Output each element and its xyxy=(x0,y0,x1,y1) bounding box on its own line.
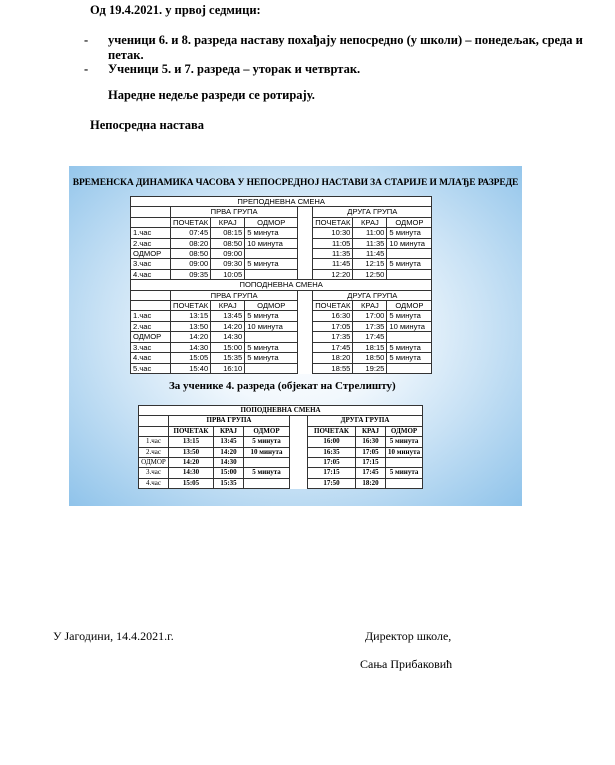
group-header: ДРУГА ГРУПА xyxy=(313,290,432,300)
end-time: 10:05 xyxy=(211,269,245,279)
break-duration: 5 минута xyxy=(387,353,432,363)
start-time: 15:05 xyxy=(171,353,211,363)
break-duration: 5 минута xyxy=(386,468,423,478)
break-duration: 5 минута xyxy=(387,228,432,238)
column-header: ОДМОР xyxy=(387,217,432,227)
start-time: 11:35 xyxy=(313,249,353,259)
table-row xyxy=(131,332,432,342)
break-duration xyxy=(245,269,298,279)
end-time: 18:15 xyxy=(353,342,387,352)
spacer-cell xyxy=(290,468,308,478)
start-time: 18:20 xyxy=(313,353,353,363)
column-header: ОДМОР xyxy=(245,217,298,227)
panel-subtitle: За ученике 4. разреда (објекат на Стрелишту) xyxy=(169,380,396,392)
end-time: 11:00 xyxy=(353,228,387,238)
spacer-cell xyxy=(298,363,313,373)
start-time: 14:30 xyxy=(169,468,214,478)
end-time: 17:35 xyxy=(353,321,387,331)
start-time: 14:20 xyxy=(169,458,214,468)
start-time: 16:00 xyxy=(308,437,356,447)
row-label: 4.час xyxy=(139,478,169,488)
start-time: 13:15 xyxy=(171,311,211,321)
table-row xyxy=(139,478,423,488)
bullet-list xyxy=(84,33,584,77)
break-duration: 10 минута xyxy=(387,238,432,248)
start-time: 17:35 xyxy=(313,332,353,342)
end-time: 17:00 xyxy=(353,311,387,321)
start-time: 17:05 xyxy=(308,458,356,468)
group-header: ПРВА ГРУПА xyxy=(171,207,298,217)
end-time: 16:30 xyxy=(356,437,386,447)
table-row xyxy=(131,353,432,363)
bullet-item xyxy=(84,33,584,62)
place-date: У Јагодини, 14.4.2021.г. xyxy=(53,629,174,643)
break-duration: 5 минута xyxy=(386,437,423,447)
row-label: 2.час xyxy=(131,238,171,248)
shift-title: ПОПОДНЕВНА СМЕНА xyxy=(131,280,432,290)
start-time: 09:00 xyxy=(171,259,211,269)
spacer-cell xyxy=(298,249,313,259)
end-time: 13:45 xyxy=(211,311,245,321)
end-time: 13:45 xyxy=(214,437,244,447)
column-header: ОДМОР xyxy=(244,426,290,436)
end-time: 09:30 xyxy=(211,259,245,269)
column-header: КРАЈ xyxy=(356,426,386,436)
table-row xyxy=(131,321,432,331)
group-header: ДРУГА ГРУПА xyxy=(313,207,432,217)
row-label: 1.час xyxy=(131,311,171,321)
break-duration xyxy=(245,363,298,373)
afternoon-rows xyxy=(131,311,432,373)
break-duration xyxy=(386,458,423,468)
start-time: 16:30 xyxy=(313,311,353,321)
break-duration: 10 минута xyxy=(245,238,298,248)
end-time: 14:20 xyxy=(214,447,244,457)
row-label: 3.час xyxy=(131,259,171,269)
row-label: 2.час xyxy=(139,447,169,457)
end-time: 14:30 xyxy=(214,458,244,468)
end-time: 15:00 xyxy=(211,342,245,352)
start-time: 10:30 xyxy=(313,228,353,238)
end-time: 09:00 xyxy=(211,249,245,259)
spacer-cell xyxy=(298,321,313,331)
spacer-cell xyxy=(298,259,313,269)
start-time: 16:35 xyxy=(308,447,356,457)
schedule-table-grade4 xyxy=(138,405,423,489)
end-time: 15:35 xyxy=(214,478,244,488)
group-header: ПРВА ГРУПА xyxy=(169,416,290,426)
start-time: 15:05 xyxy=(169,478,214,488)
break-duration xyxy=(387,249,432,259)
end-time: 17:45 xyxy=(353,332,387,342)
break-duration xyxy=(244,478,290,488)
table-row xyxy=(131,363,432,373)
bullet-dash: - xyxy=(84,62,89,76)
break-duration xyxy=(386,478,423,488)
column-header: ОДМОР xyxy=(386,426,423,436)
table-row xyxy=(131,311,432,321)
table-row xyxy=(131,238,432,248)
column-header: ОДМОР xyxy=(387,301,432,311)
break-duration: 5 минута xyxy=(387,311,432,321)
start-time: 08:20 xyxy=(171,238,211,248)
spacer-cell xyxy=(290,478,308,488)
spacer-cell xyxy=(298,342,313,352)
start-time: 14:30 xyxy=(171,342,211,352)
end-time: 17:45 xyxy=(356,468,386,478)
end-time: 11:35 xyxy=(353,238,387,248)
row-label: 5.час xyxy=(131,363,171,373)
break-duration xyxy=(245,332,298,342)
table-row xyxy=(139,468,423,478)
start-time: 12:20 xyxy=(313,269,353,279)
break-duration: 5 минута xyxy=(387,342,432,352)
column-header: ПОЧЕТАК xyxy=(313,301,353,311)
row-label: ОДМОР xyxy=(131,332,171,342)
start-time: 13:50 xyxy=(171,321,211,331)
group-header: ДРУГА ГРУПА xyxy=(308,416,423,426)
end-time: 17:05 xyxy=(356,447,386,457)
morning-rows xyxy=(131,228,432,280)
row-label: 3.час xyxy=(139,468,169,478)
bullet-dash: - xyxy=(84,33,89,47)
break-duration: 5 минута xyxy=(245,259,298,269)
break-duration: 10 минута xyxy=(386,447,423,457)
spacer-cell xyxy=(290,447,308,457)
end-time: 12:50 xyxy=(353,269,387,279)
start-time: 13:50 xyxy=(169,447,214,457)
column-header: КРАЈ xyxy=(353,301,387,311)
end-time: 15:35 xyxy=(211,353,245,363)
break-duration xyxy=(387,363,432,373)
start-time: 11:45 xyxy=(313,259,353,269)
start-time: 13:15 xyxy=(169,437,214,447)
row-label: 3.час xyxy=(131,342,171,352)
break-duration: 5 минута xyxy=(245,353,298,363)
column-header: ПОЧЕТАК xyxy=(313,217,353,227)
break-duration xyxy=(387,332,432,342)
schedule-panel xyxy=(69,166,522,506)
end-time: 08:50 xyxy=(211,238,245,248)
break-duration xyxy=(245,249,298,259)
spacer-cell xyxy=(298,269,313,279)
start-time: 14:20 xyxy=(171,332,211,342)
column-header: ПОЧЕТАК xyxy=(171,217,211,227)
shift-title: ПРЕПОДНЕВНА СМЕНА xyxy=(131,197,432,207)
end-time: 14:20 xyxy=(211,321,245,331)
panel-title: ВРЕМЕНСКА ДИНАМИКА ЧАСОВА У НЕПОСРЕДНОЈ НАСТАВИ ЗА СТАРИЈЕ И МЛАЂЕ РАЗРЕДЕ xyxy=(72,178,519,188)
column-header: КРАЈ xyxy=(211,217,245,227)
column-header: ПОЧЕТАК xyxy=(308,426,356,436)
table-row xyxy=(139,437,423,447)
bullet-item xyxy=(84,62,584,77)
break-duration: 5 минута xyxy=(245,342,298,352)
start-time: 17:45 xyxy=(313,342,353,352)
row-label: 1.час xyxy=(139,437,169,447)
column-header: КРАЈ xyxy=(211,301,245,311)
table-row xyxy=(139,458,423,468)
bullet-text: ученици 6. и 8. разреда наставу похађају непосредно (у школи) – понедељак, среда и петак. xyxy=(108,33,583,62)
break-duration: 10 минута xyxy=(245,321,298,331)
start-time: 17:50 xyxy=(308,478,356,488)
row-label: 4.час xyxy=(131,353,171,363)
section-title: Непосредна настава xyxy=(90,118,205,132)
schedule-table-older xyxy=(130,196,432,374)
end-time: 14:30 xyxy=(211,332,245,342)
end-time: 15:00 xyxy=(214,468,244,478)
table-row xyxy=(139,447,423,457)
break-duration: 5 минута xyxy=(245,311,298,321)
break-duration: 5 минута xyxy=(387,259,432,269)
start-time: 17:05 xyxy=(313,321,353,331)
start-time: 18:55 xyxy=(313,363,353,373)
start-time: 07:45 xyxy=(171,228,211,238)
table-row xyxy=(131,228,432,238)
end-time: 17:15 xyxy=(356,458,386,468)
column-header: ОДМОР xyxy=(245,301,298,311)
column-header: КРАЈ xyxy=(214,426,244,436)
break-duration: 5 минута xyxy=(244,437,290,447)
spacer-cell xyxy=(298,332,313,342)
break-duration: 10 минута xyxy=(244,447,290,457)
grade4-rows xyxy=(139,437,423,489)
end-time: 08:15 xyxy=(211,228,245,238)
column-header: ПОЧЕТАК xyxy=(171,301,211,311)
start-time: 17:15 xyxy=(308,468,356,478)
table-row xyxy=(131,249,432,259)
end-time: 11:45 xyxy=(353,249,387,259)
signer-name: Сања Прибаковић xyxy=(360,657,453,671)
table-row xyxy=(131,259,432,269)
start-time: 09:35 xyxy=(171,269,211,279)
start-time: 15:40 xyxy=(171,363,211,373)
end-time: 19:25 xyxy=(353,363,387,373)
row-label: 1.час xyxy=(131,228,171,238)
row-label: 2.час xyxy=(131,321,171,331)
group-header: ПРВА ГРУПА xyxy=(171,290,298,300)
start-time: 11:05 xyxy=(313,238,353,248)
signer-title: Директор школе, xyxy=(365,629,452,643)
spacer-cell xyxy=(298,228,313,238)
break-duration xyxy=(387,269,432,279)
spacer-cell xyxy=(298,238,313,248)
spacer-cell xyxy=(290,458,308,468)
end-time: 12:15 xyxy=(353,259,387,269)
spacer-cell xyxy=(298,311,313,321)
end-time: 16:10 xyxy=(211,363,245,373)
column-header: КРАЈ xyxy=(353,217,387,227)
row-label: 4.час xyxy=(131,269,171,279)
row-label: ОДМОР xyxy=(131,249,171,259)
spacer-cell xyxy=(298,353,313,363)
break-duration: 10 минута xyxy=(387,321,432,331)
break-duration xyxy=(244,458,290,468)
rotation-note: Наредне недеље разреди се ротирају. xyxy=(108,88,315,102)
spacer-cell xyxy=(290,437,308,447)
end-time: 18:20 xyxy=(356,478,386,488)
break-duration: 5 минута xyxy=(245,228,298,238)
document-header: Од 19.4.2021. у првој седмици: xyxy=(90,3,261,17)
break-duration: 5 минута xyxy=(244,468,290,478)
column-header: ПОЧЕТАК xyxy=(169,426,214,436)
table-row xyxy=(131,269,432,279)
start-time: 08:50 xyxy=(171,249,211,259)
shift-title: ПОПОДНЕВНА СМЕНА xyxy=(139,406,423,416)
row-label: ОДМОР xyxy=(139,458,169,468)
bullet-text: Ученици 5. и 7. разреда – уторак и четвртак. xyxy=(108,62,361,76)
end-time: 18:50 xyxy=(353,353,387,363)
table-row xyxy=(131,342,432,352)
